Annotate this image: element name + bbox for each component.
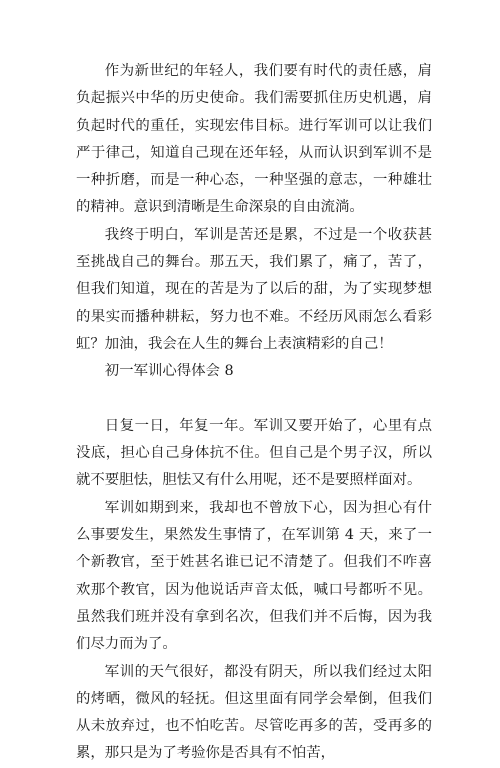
paragraph-responsibility: 作为新世纪的年轻人，我们要有时代的责任感，肩负起振兴中华的历史使命。我们需要抓住历史机遇，肩负起时代的重任，实现宏伟目标。进行军训可以让我们严于律己，知道自己现在还年轻，从而认识到军训不是一种折磨，而是一种心态，一种坚强的意志，一种雄壮的精神。意识到清晰是生命深泉的自由流淌。 [76, 63, 432, 216]
paragraph-day-after-day: 日复一日，年复一年。军训又要开始了，心里有点没底，担心自己身体抗不住。但自己是个男子汉，所以就不要胆怯，胆怯又有什么用呢，还不是要照样面对。 [76, 417, 432, 489]
paragraph-understanding: 我终于明白，军训是苦还是累，不过是一个收获甚至挑战自己的舞台。那五天，我们累了，痛了，苦了，但我们知道，现在的苦是为了以后的甜，为了实现梦想的果实而播种耕耘，努力也不难。不经历风雨怎么看彩虹？加油，我会在人生的舞台上表演精彩的自己！ [76, 226, 432, 352]
paragraph-weather: 军训的天气很好，都没有阴天，所以我们经过太阳的烤晒，微风的轻抚。但这里面有同学会晕倒，但我们从未放弃过，也不怕吃苦。尽管吃再多的苦，受再多的累，那只是为了考验你是否具有不怕苦， [76, 663, 432, 762]
document-body [76, 58, 432, 768]
paragraph-new-instructor: 军训如期到来，我却也不曾放下心，因为担心有什么事要发生，果然发生事情了，在军训第 4 天，来了一个新教官，至于姓甚名谁已记不清楚了。但我们不咋喜欢那个教官，因为他说话声音太低，喊口号都听不见。虽然我们班并没有拿到名次，但我们并不后悔，因为我们尽力而为了。 [76, 499, 432, 653]
blank-line [76, 386, 432, 413]
section-title: 初一军训心得体会 8 [104, 363, 234, 380]
